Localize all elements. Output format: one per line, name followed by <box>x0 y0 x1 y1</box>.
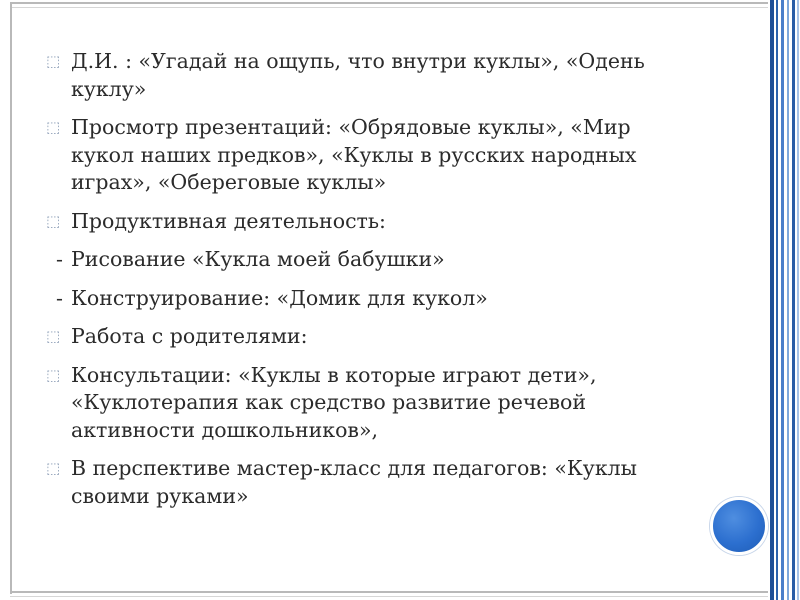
list-item <box>46 48 686 103</box>
decor-circle <box>710 497 768 555</box>
left-border <box>10 2 12 594</box>
dash-marker: - <box>56 247 63 271</box>
decor-stripe <box>792 0 795 600</box>
decor-stripe <box>797 0 799 600</box>
top-rule-thin <box>10 7 770 8</box>
list-item-text: Работа с родителями: <box>71 324 308 348</box>
list-item <box>46 114 686 197</box>
dash-marker: - <box>56 285 63 310</box>
list-item <box>46 362 686 445</box>
decor-stripe <box>770 0 774 600</box>
top-rule <box>10 2 770 4</box>
list-item <box>46 285 686 313</box>
decor-stripe <box>787 0 789 600</box>
list-item-text: Конструирование: «Домик для кукол» <box>71 285 488 310</box>
bullet-icon: ⬚ <box>46 118 61 136</box>
bullet-icon: ⬚ <box>46 459 61 477</box>
list-item <box>46 455 686 510</box>
bullet-icon: ⬚ <box>46 365 61 384</box>
list-item-text: Рисование «Кукла моей бабушки» <box>71 247 445 271</box>
bullet-icon: ⬚ <box>46 327 61 345</box>
decor-stripe <box>776 0 778 600</box>
slide-content-list <box>46 48 686 521</box>
list-item-text: В перспективе мастер-класс для педагогов: «Куклы своими руками» <box>71 456 637 508</box>
bottom-rule <box>10 591 770 593</box>
list-item-text: Продуктивная деятельность: <box>71 208 386 233</box>
list-item <box>46 246 686 274</box>
list-item <box>46 208 686 236</box>
list-item-text: Д.И. : «Угадай на ощупь, что внутри куклы», «Одень куклу» <box>71 49 645 101</box>
bullet-icon: ⬚ <box>46 52 61 70</box>
bottom-rule-thin <box>10 596 770 597</box>
decor-stripe <box>781 0 784 600</box>
list-item <box>46 323 686 351</box>
list-item-text: Консультации: «Куклы в которые играют дети», «Куклотерапия как средство развитие речевой активности дошкольников», <box>71 362 597 442</box>
bullet-icon: ⬚ <box>46 211 61 230</box>
list-item-text: Просмотр презентаций: «Обрядовые куклы», «Мир кукол наших предков», «Куклы в русских народных играх», «Обереговые куклы» <box>71 115 637 194</box>
